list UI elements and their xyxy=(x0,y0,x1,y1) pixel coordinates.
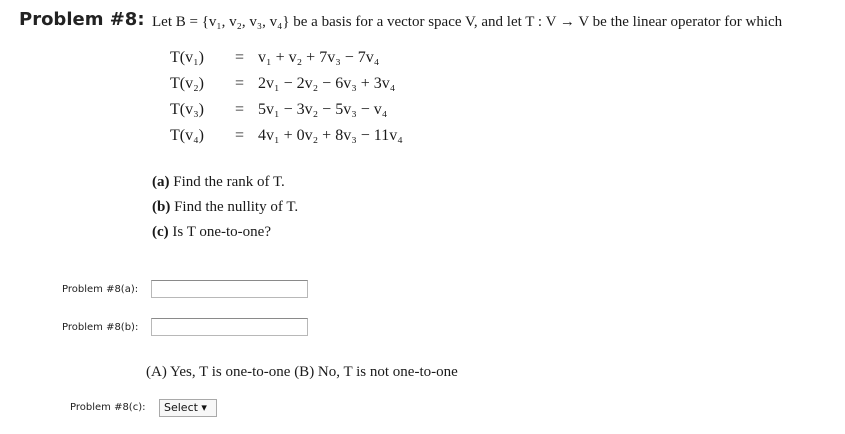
equation-2-sign: = xyxy=(235,75,245,92)
problem-intro: Let B = {v₁, v₂, v₃, v₄} be a basis for a vector space V, and let T : V → V be the linear operator for which xyxy=(152,14,783,30)
part-c xyxy=(152,224,271,241)
answer-b-input[interactable] xyxy=(151,318,308,336)
equation-3-rhs: 5v₁ − 3v₂ − 5v₃ − v₄ xyxy=(258,101,388,118)
equation-1-lhs: T(v₁) xyxy=(170,49,205,66)
part-b-text: Find the nullity of T. xyxy=(174,199,299,215)
part-c-text: Is T one-to-one? xyxy=(172,224,271,240)
equation-1-sign: = xyxy=(235,49,245,66)
answer-a-input[interactable] xyxy=(151,280,308,298)
equation-1-rhs: v₁ + v₂ + 7v₃ − 7v₄ xyxy=(258,49,380,66)
equation-3-lhs: T(v₃) xyxy=(170,101,205,118)
problem-title: Problem #8: xyxy=(19,9,145,30)
part-a xyxy=(152,174,285,191)
answer-a-label: Problem #8(a): xyxy=(62,284,139,295)
answer-c-select[interactable]: Select ▾ xyxy=(159,399,217,417)
equation-4-sign: = xyxy=(235,127,245,144)
equation-4-rhs: 4v₁ + 0v₂ + 8v₃ − 11v₄ xyxy=(258,127,403,144)
equation-4-lhs: T(v₄) xyxy=(170,127,205,144)
answer-c-label: Problem #8(c): xyxy=(70,402,146,413)
equation-2-lhs: T(v₂) xyxy=(170,75,205,92)
part-a-text: Find the rank of T. xyxy=(173,174,285,190)
equation-2-rhs: 2v₁ − 2v₂ − 6v₃ + 3v₄ xyxy=(258,75,396,92)
part-a-tag: (a) xyxy=(152,174,170,190)
part-c-tag: (c) xyxy=(152,224,169,240)
answer-c-choices: (A) Yes, T is one-to-one (B) No, T is not one-to-one xyxy=(146,364,458,380)
part-b xyxy=(152,199,298,216)
part-b-tag: (b) xyxy=(152,199,171,215)
answer-b-label: Problem #8(b): xyxy=(62,322,139,333)
equation-3-sign: = xyxy=(235,101,245,118)
